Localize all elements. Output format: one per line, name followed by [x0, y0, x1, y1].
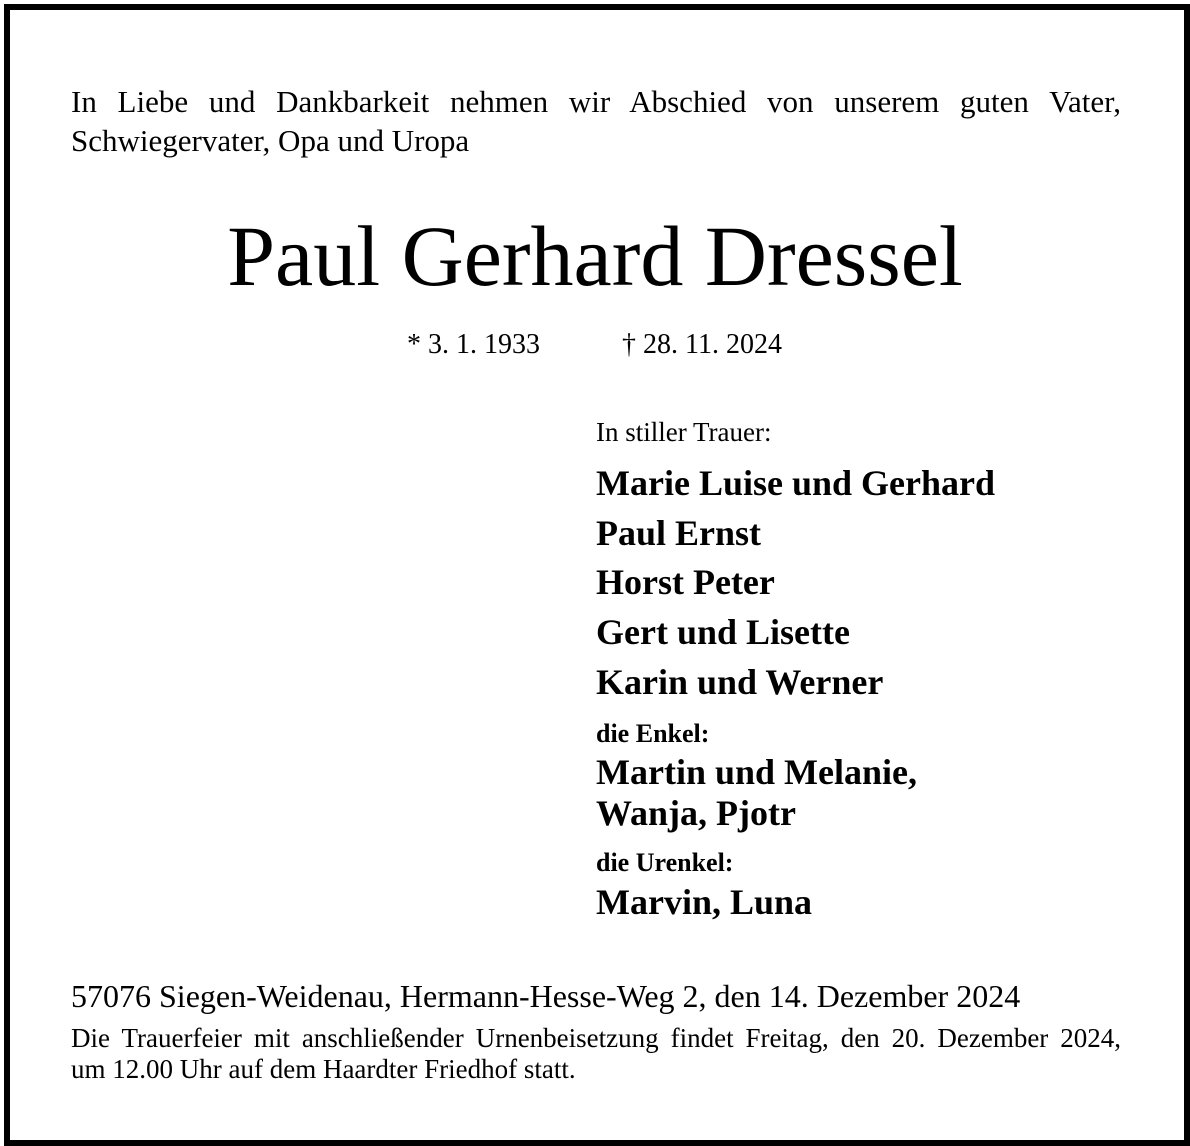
mourner-name: Karin und Werner: [596, 662, 884, 702]
great-grandchildren-label: die Urenkel:: [596, 848, 734, 877]
ceremony-line-2: um 12.00 Uhr auf dem Haardter Friedhof statt.: [71, 1054, 576, 1084]
mourner-name: Marie Luise und Gerhard: [596, 463, 996, 503]
mourners-label: In stiller Trauer:: [596, 417, 772, 447]
mourner-name: Horst Peter: [596, 562, 775, 602]
grandchild-names: Martin und Melanie,: [596, 752, 917, 792]
ceremony-line-1: Die Trauerfeier mit anschließender Urnenbeisetzung findet Freitag, den 20. Dezember 2024,: [71, 1023, 1121, 1053]
grandchildren-label: die Enkel:: [596, 719, 710, 748]
birth-date: * 3. 1. 1933: [407, 329, 540, 360]
great-grandchild-names: Marvin, Luna: [596, 882, 813, 922]
intro-line-1: In Liebe und Dankbarkeit nehmen wir Abschied von unserem guten Vater,: [71, 84, 1121, 119]
place-and-date: 57076 Siegen-Weidenau, Hermann-Hesse-Weg 2, den 14. Dezember 2024: [71, 978, 1021, 1014]
death-date: † 28. 11. 2024: [622, 329, 782, 360]
intro-line-2: Schwiegervater, Opa und Uropa: [71, 123, 470, 158]
ceremony-info: [71, 1023, 1121, 1085]
mourner-name: Paul Ernst: [596, 513, 762, 553]
intro-text: [71, 82, 1121, 160]
mourner-name: Gert und Lisette: [596, 612, 850, 652]
grandchild-names: Wanja, Pjotr: [596, 793, 796, 833]
deceased-name: Paul Gerhard Dressel: [227, 208, 963, 304]
